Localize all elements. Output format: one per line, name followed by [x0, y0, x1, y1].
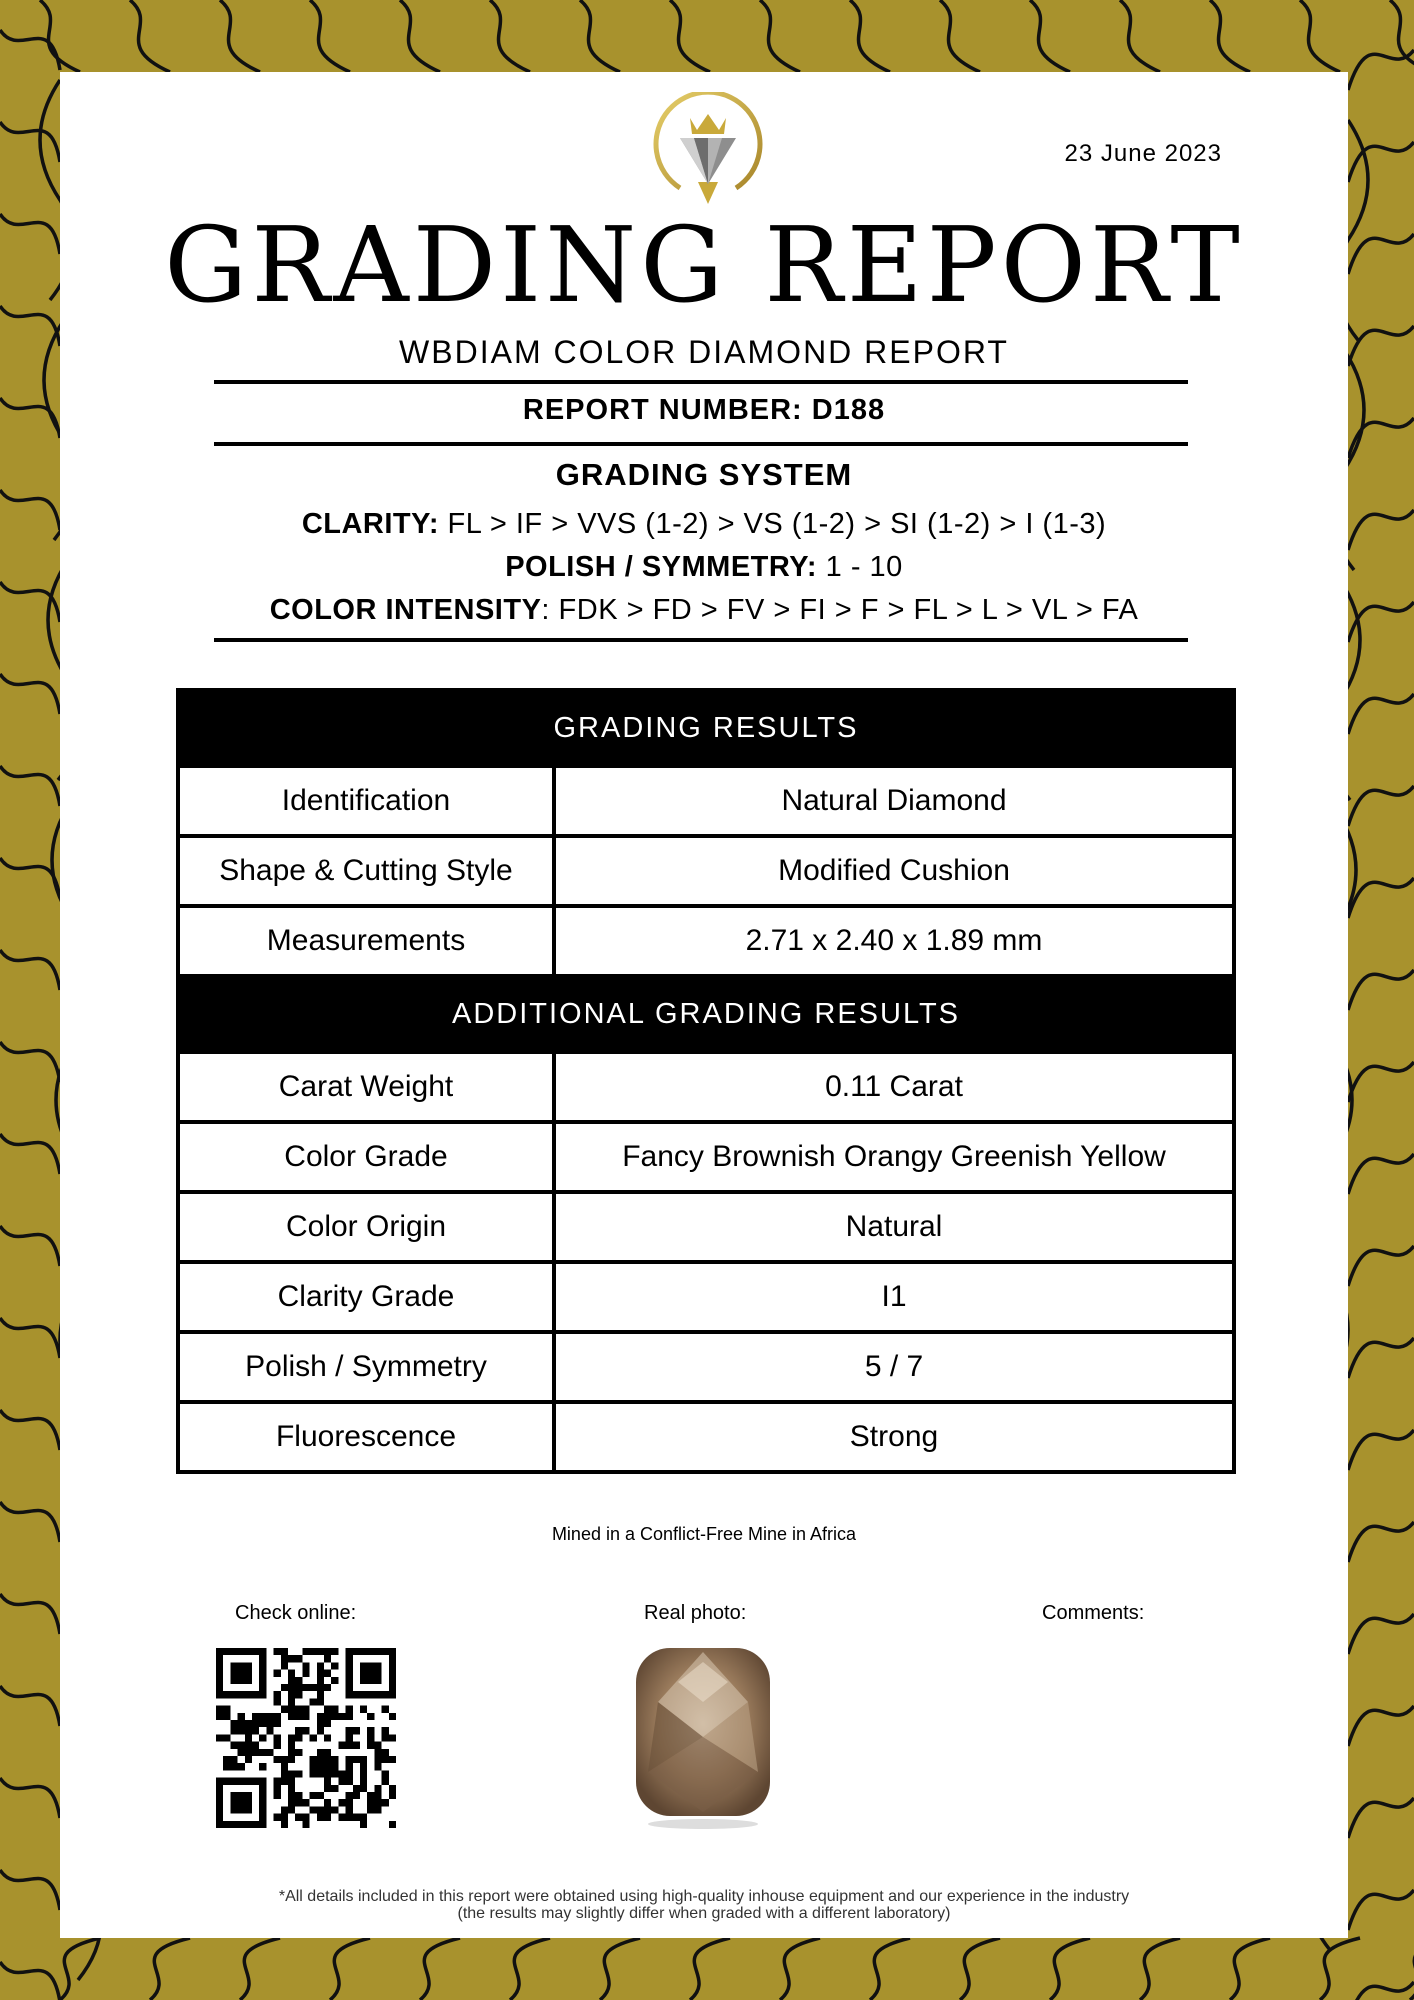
qr-code-icon[interactable]: [216, 1648, 396, 1828]
polish-scale-value: 1 - 10: [817, 551, 903, 583]
contour-line: [0, 1226, 60, 1266]
clarity-scale-label: CLARITY:: [301, 508, 439, 540]
contour-line: [0, 1134, 60, 1174]
contour-line: [0, 1686, 60, 1726]
contour-line: [1030, 0, 1070, 72]
contour-line: [220, 0, 260, 72]
results-heading: GRADING RESULTS: [178, 690, 1234, 766]
grading-system-heading: GRADING SYSTEM: [555, 457, 853, 492]
contour-line: [940, 0, 980, 72]
table-row: [178, 766, 1234, 836]
contour-line: [0, 490, 60, 530]
contour-line: [870, 1938, 910, 2000]
table-row: [178, 1332, 1234, 1402]
contour-line: [580, 0, 620, 72]
disclaimer-line-1: *All details included in this report were obtained using high-quality inhouse equipment and our experience in the industry: [278, 1888, 1130, 1905]
contour-line: [1348, 326, 1414, 366]
table-row: [178, 906, 1234, 976]
contour-line: [670, 0, 710, 72]
contour-line: [0, 1318, 60, 1358]
contour-line: [0, 122, 60, 162]
row-value: Modified Cushion: [554, 836, 1234, 906]
contour-line: [960, 1938, 1000, 2000]
row-value: 0.11 Carat: [554, 1052, 1234, 1122]
contour-line: [690, 1938, 730, 2000]
page-subtitle: WBDIAM COLOR DIAMOND REPORT: [399, 334, 1009, 370]
contour-line: [600, 1938, 640, 2000]
contour-line: [1348, 1154, 1414, 1194]
report-date: 23 June 2023: [1064, 140, 1222, 167]
contour-line: [1348, 694, 1414, 734]
contour-line: [1348, 1798, 1414, 1838]
row-label: Clarity Grade: [178, 1262, 554, 1332]
contour-line: [40, 0, 80, 72]
contour-line: [1348, 142, 1414, 182]
contour-line: [1230, 1938, 1270, 2000]
results-table: [176, 688, 1236, 1474]
row-value: 5 / 7: [554, 1332, 1234, 1402]
contour-line: [330, 1938, 370, 2000]
additional-heading: ADDITIONAL GRADING RESULTS: [178, 976, 1234, 1052]
contour-line: [1348, 234, 1414, 274]
contour-line: [0, 1594, 60, 1634]
diamond-photo: [628, 1642, 778, 1832]
contour-line: [0, 1778, 60, 1818]
contour-line: [1348, 1338, 1414, 1378]
contour-line: [310, 0, 350, 72]
results-header-row: [178, 690, 1234, 766]
mined-note: Mined in a Conflict-Free Mine in Africa: [551, 1524, 857, 1544]
contour-line: [510, 1938, 550, 2000]
polish-scale-label: POLISH / SYMMETRY:: [505, 551, 818, 583]
row-label: Fluorescence: [178, 1402, 554, 1472]
intensity-scale-label: COLOR INTENSITY: [269, 594, 542, 626]
contour-line: [1348, 970, 1414, 1010]
comments-label: Comments:: [1042, 1602, 1145, 1624]
row-value: Fancy Brownish Orangy Greenish Yellow: [554, 1122, 1234, 1192]
contour-line: [1120, 0, 1160, 72]
row-value: Natural: [554, 1192, 1234, 1262]
contour-line: [1348, 878, 1414, 918]
report-number: REPORT NUMBER: D188: [522, 394, 886, 426]
contour-line: [1300, 0, 1340, 72]
contour-line: [1348, 1706, 1414, 1746]
additional-header-row: [178, 976, 1234, 1052]
intensity-scale: [60, 594, 1348, 627]
contour-line: [1140, 1938, 1180, 2000]
table-row: [178, 1192, 1234, 1262]
contour-line: [1050, 1938, 1090, 2000]
row-value: I1: [554, 1262, 1234, 1332]
row-label: Color Origin: [178, 1192, 554, 1262]
contour-line: [1348, 510, 1414, 550]
contour-line: [490, 0, 530, 72]
contour-line: [1348, 1522, 1414, 1562]
page-title: GRADING REPORT: [164, 204, 1244, 326]
row-value: 2.71 x 2.40 x 1.89 mm: [554, 906, 1234, 976]
contour-line: [1348, 1890, 1414, 1930]
polish-scale: [60, 551, 1348, 584]
contour-line: [850, 0, 890, 72]
contour-line: [1210, 0, 1250, 72]
intensity-scale-value: : FDK > FD > FV > FI > F > FL > L > VL > FA: [541, 594, 1139, 626]
contour-line: [1348, 1062, 1414, 1102]
check-online-label: Check online:: [235, 1602, 357, 1624]
contour-line: [1348, 1982, 1414, 2000]
contour-line: [1390, 0, 1414, 72]
row-label: Identification: [178, 766, 554, 836]
disclaimer: [60, 1888, 1348, 1922]
contour-line: [400, 0, 440, 72]
contour-line: [1348, 1246, 1414, 1286]
row-value: Natural Diamond: [554, 766, 1234, 836]
row-label: Carat Weight: [178, 1052, 554, 1122]
contour-line: [1410, 1938, 1414, 2000]
table-row: [178, 1052, 1234, 1122]
contour-line: [0, 1962, 60, 2000]
table-row: [178, 1262, 1234, 1332]
row-value: Strong: [554, 1402, 1234, 1472]
contour-line: [0, 950, 60, 990]
row-label: Shape & Cutting Style: [178, 836, 554, 906]
clarity-scale-value: FL > IF > VVS (1-2) > VS (1-2) > SI (1-2) > I (1-3): [439, 508, 1107, 540]
real-photo-label: Real photo:: [644, 1602, 747, 1624]
contour-line: [130, 0, 170, 72]
table-row: [178, 1402, 1234, 1472]
diamond-crown-logo-icon: [650, 92, 766, 208]
contour-line: [240, 1938, 280, 2000]
contour-line: [0, 1870, 60, 1910]
row-label: Polish / Symmetry: [178, 1332, 554, 1402]
contour-line: [0, 766, 60, 806]
contour-line: [1348, 1430, 1414, 1470]
divider: [214, 442, 1188, 446]
report-sheet: [60, 72, 1348, 1938]
row-label: Measurements: [178, 906, 554, 976]
contour-line: [420, 1938, 460, 2000]
clarity-scale: [60, 508, 1348, 541]
contour-line: [60, 1938, 100, 2000]
divider: [214, 380, 1188, 384]
contour-line: [0, 1042, 60, 1082]
contour-line: [0, 1410, 60, 1450]
table-row: [178, 1122, 1234, 1192]
table-row: [178, 836, 1234, 906]
disclaimer-line-2: (the results may slightly differ when graded with a different laboratory): [457, 1905, 951, 1922]
contour-line: [1348, 1614, 1414, 1654]
divider: [214, 638, 1188, 642]
contour-line: [1348, 786, 1414, 826]
contour-line: [0, 214, 60, 254]
row-label: Color Grade: [178, 1122, 554, 1192]
contour-line: [760, 0, 800, 72]
contour-line: [780, 1938, 820, 2000]
contour-line: [0, 1502, 60, 1542]
contour-line: [0, 674, 60, 714]
contour-line: [150, 1938, 190, 2000]
